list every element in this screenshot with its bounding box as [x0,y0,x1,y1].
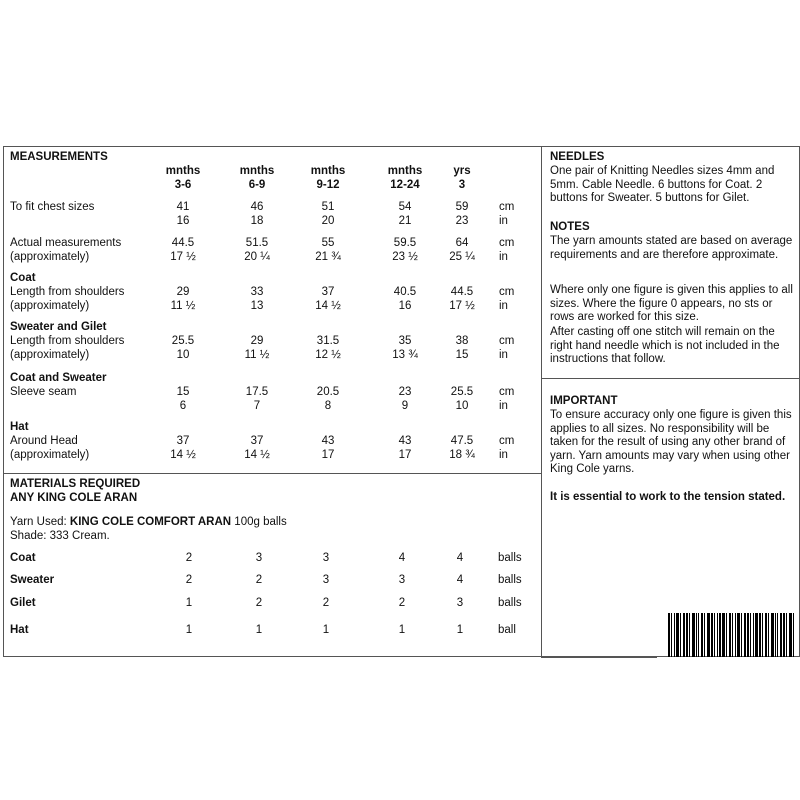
column-divider [541,146,542,657]
value-cm: 29 [250,335,264,347]
material-unit: balls [498,597,522,609]
row-label: Sleeve seam [10,386,77,398]
barcode-bar [692,613,695,657]
materials-divider [3,473,542,474]
value-in: 20 ¼ [244,251,270,263]
unit-in: in [499,251,508,263]
shade: Shade: 333 Cream. [10,530,110,542]
material-unit: balls [498,574,522,586]
value-in: 10 [176,349,190,361]
yarn-suffix: 100g balls [234,516,287,528]
materials-subtitle: ANY KING COLE ARAN [10,492,138,504]
row-label: Around Head [10,435,78,447]
material-value: 2 [398,597,406,609]
value-in: 14 ½ [315,300,341,312]
barcode-bar [722,613,725,657]
barcode-bar [762,613,763,657]
barcode-bar [737,613,740,657]
value-cm: 59.5 [393,237,417,249]
value-cm: 55 [321,237,335,249]
size-header-bottom: 3 [458,179,466,191]
material-unit: ball [498,624,516,636]
value-in: 11 ½ [244,349,270,361]
value-cm: 47.5 [450,435,474,447]
value-cm: 64 [455,237,469,249]
barcode-bar [759,613,761,657]
barcode-bar [701,613,703,657]
barcode-bar [717,613,718,657]
barcode-bar [714,613,715,657]
barcode-bar [780,613,782,657]
value-cm: 41 [176,201,190,213]
row-heading: Coat and Sweater [10,372,107,384]
value-in: 17 ½ [449,300,475,312]
row-label-sub: (approximately) [10,349,90,361]
barcode-bar [768,613,769,657]
barcode-bar [747,613,749,657]
material-value: 1 [255,624,263,636]
value-cm: 54 [398,201,412,213]
material-value: 3 [255,552,263,564]
barcode-bar [696,613,697,657]
row-label-sub: (approximately) [10,300,90,312]
material-value: 2 [185,574,193,586]
value-in: 12 ½ [315,349,341,361]
value-cm: 40.5 [393,286,417,298]
material-value: 4 [456,552,464,564]
unit-cm: cm [499,335,515,347]
barcode-bar [719,613,721,657]
value-in: 23 [455,215,469,227]
tension-note: It is essential to work to the tension stated. [550,491,786,503]
barcode-bar [704,613,705,657]
barcode-bar [711,613,713,657]
value-cm: 37 [321,286,335,298]
value-in: 17 ½ [170,251,196,263]
value-in: 20 [321,215,335,227]
row-label-sub: (approximately) [10,449,90,461]
barcode-bar [726,613,727,657]
value-in: 18 [250,215,264,227]
measurements-title: MEASUREMENTS [10,151,108,163]
size-header-top: mnths [387,165,423,177]
material-row-label: Hat [10,624,29,636]
material-value: 4 [398,552,406,564]
barcode-bar [765,613,767,657]
value-in: 6 [179,400,187,412]
unit-in: in [499,215,508,227]
barcode-bar [686,613,688,657]
value-in: 17 [398,449,412,461]
barcode-bar [755,613,758,657]
row-label: Length from shoulders [10,286,125,298]
important-title: IMPORTANT [550,395,618,407]
value-cm: 37 [250,435,264,447]
value-cm: 43 [321,435,335,447]
value-in: 18 ¾ [449,449,475,461]
size-header-bottom: 3-6 [174,179,192,191]
unit-cm: cm [499,435,515,447]
needles-text: One pair of Knitting Needles sizes 4mm and 5mm. Cable Needle. 6 buttons for Coat. 2 buttons for Sweater. 5 buttons for Gilet. [550,165,775,204]
barcode-bar [676,613,679,657]
material-unit: balls [498,552,522,564]
value-in: 10 [455,400,469,412]
value-cm: 51.5 [245,237,269,249]
value-cm: 15 [176,386,190,398]
value-cm: 29 [176,286,190,298]
barcode-bar [775,613,776,657]
notes-paragraph-3: After casting off one stitch will remain on the right hand needle which is not included in the instructions that follow. [550,326,780,365]
value-in: 21 ¾ [315,251,341,263]
row-heading: Sweater and Gilet [10,321,107,333]
size-header-bottom: 6-9 [248,179,266,191]
value-in: 14 ½ [170,449,196,461]
material-row-label: Gilet [10,597,36,609]
value-cm: 31.5 [316,335,340,347]
unit-in: in [499,300,508,312]
row-label-sub: (approximately) [10,251,90,263]
barcode-bar [793,613,794,657]
material-value: 4 [456,574,464,586]
value-in: 17 [321,449,335,461]
barcode-bar [683,613,685,657]
material-value: 1 [322,624,330,636]
material-value: 2 [255,574,263,586]
value-cm: 33 [250,286,264,298]
value-in: 15 [455,349,469,361]
row-label: To fit chest sizes [10,201,95,213]
size-header-top: mnths [310,165,346,177]
barcode-image [668,613,796,657]
barcode-bar [732,613,733,657]
size-header-top: yrs [453,165,471,177]
barcode-bar [741,613,742,657]
unit-cm: cm [499,286,515,298]
barcode-bar [771,613,774,657]
value-cm: 20.5 [316,386,340,398]
barcode-divider [541,657,657,658]
material-value: 1 [456,624,464,636]
material-value: 1 [185,624,193,636]
value-cm: 37 [176,435,190,447]
needles-title: NEEDLES [550,151,605,163]
material-value: 1 [185,597,193,609]
value-cm: 35 [398,335,412,347]
value-cm: 23 [398,386,412,398]
notes-title: NOTES [550,221,590,233]
barcode-bar [750,613,751,657]
barcode-bar [777,613,778,657]
value-cm: 17.5 [245,386,269,398]
value-cm: 43 [398,435,412,447]
material-value: 2 [322,597,330,609]
value-in: 13 [250,300,264,312]
notes-paragraph-1: The yarn amounts stated are based on average requirements and are therefore approximate. [550,235,793,261]
materials-title: MATERIALS REQUIRED [10,478,141,490]
barcode-bar [786,613,787,657]
value-in: 14 ½ [244,449,270,461]
unit-cm: cm [499,386,515,398]
barcode-bar [668,613,670,657]
yarn-name: KING COLE COMFORT ARAN [69,516,232,528]
value-in: 7 [253,400,261,412]
barcode-bar [735,613,736,657]
row-heading: Hat [10,421,29,433]
value-cm: 25.5 [171,335,195,347]
notes-paragraph-2: Where only one figure is given this applies to all sizes. Where the figure 0 appears, no sts or rows are worked for this size. [550,284,793,323]
material-row-label: Sweater [10,574,55,586]
material-value: 1 [398,624,406,636]
value-cm: 44.5 [450,286,474,298]
row-label: Length from shoulders [10,335,125,347]
value-cm: 38 [455,335,469,347]
value-in: 25 ¼ [449,251,475,263]
material-value: 3 [398,574,406,586]
material-value: 3 [322,552,330,564]
value-in: 8 [324,400,332,412]
barcode-bar [707,613,710,657]
barcode-bar [680,613,681,657]
unit-in: in [499,349,508,361]
size-header-bottom: 12-24 [390,179,420,191]
value-in: 16 [398,300,412,312]
important-text: To ensure accuracy only one figure is given this applies to all sizes. No responsibility will be taken for the result of using any other brand of yarn. Yarn amounts may vary when using other King Cole yarns. [550,409,792,475]
material-value: 2 [255,597,263,609]
value-in: 23 ½ [392,251,418,263]
barcode-bar [753,613,754,657]
value-in: 16 [176,215,190,227]
value-in: 11 ½ [170,300,196,312]
value-in: 13 ¾ [392,349,418,361]
barcode-bar [744,613,746,657]
size-header-bottom: 9-12 [316,179,340,191]
unit-in: in [499,449,508,461]
row-heading: Coat [10,272,36,284]
barcode-bar [671,613,672,657]
size-header-top: mnths [165,165,201,177]
important-divider [541,378,800,379]
value-cm: 25.5 [450,386,474,398]
row-label: Actual measurements [10,237,122,249]
yarn-used [10,516,287,529]
unit-cm: cm [499,237,515,249]
barcode-bar [674,613,675,657]
material-row-label: Coat [10,552,36,564]
barcode-bar [689,613,690,657]
barcode-bar [729,613,731,657]
size-header-top: mnths [239,165,275,177]
yarn-prefix: Yarn Used: [10,516,67,528]
barcode-bar [783,613,785,657]
barcode-bar [698,613,699,657]
material-value: 2 [185,552,193,564]
value-cm: 51 [321,201,335,213]
value-in: 9 [401,400,409,412]
value-cm: 46 [250,201,264,213]
material-value: 3 [456,597,464,609]
unit-in: in [499,400,508,412]
value-cm: 44.5 [171,237,195,249]
barcode-bar [789,613,792,657]
unit-cm: cm [499,201,515,213]
value-in: 21 [398,215,412,227]
material-value: 3 [322,574,330,586]
value-cm: 59 [455,201,469,213]
